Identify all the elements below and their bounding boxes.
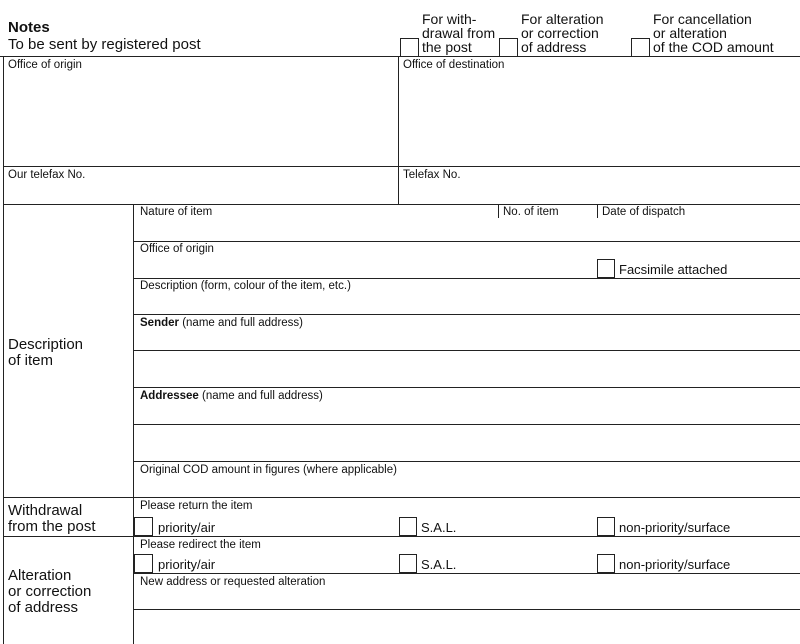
withdrawal-section-label-2: from the post [8, 518, 96, 535]
withdrawal-surface-checkbox[interactable] [597, 517, 615, 536]
withdrawal-instruction: Please return the item [140, 500, 253, 512]
option-cancellation-label-3: of the COD amount [653, 39, 774, 55]
description-office-origin-field[interactable] [134, 256, 594, 277]
description-office-origin-label: Office of origin [140, 243, 214, 255]
telefax-field[interactable] [399, 182, 799, 203]
option-alteration-label-1: For alteration [521, 11, 604, 27]
telefax-label: Telefax No. [403, 169, 461, 181]
cod-amount-field[interactable] [134, 477, 799, 496]
rule-redirect [133, 573, 800, 574]
sender-field[interactable] [134, 330, 799, 386]
nature-of-item-field[interactable] [134, 219, 498, 240]
option-withdrawal-label-1: For with- [422, 11, 477, 27]
rule-description-bottom [3, 497, 800, 498]
cancellation-checkbox[interactable] [631, 38, 650, 57]
withdrawal-priority-checkbox[interactable] [134, 517, 153, 536]
withdrawal-sal-checkbox[interactable] [399, 517, 417, 536]
rule-nature [133, 241, 800, 242]
withdrawal-priority-label: priority/air [158, 520, 216, 535]
facsimile-checkbox[interactable] [597, 259, 615, 278]
office-destination-label: Office of destination [403, 59, 505, 71]
office-destination-field[interactable] [399, 72, 799, 165]
withdrawal-checkbox[interactable] [400, 38, 419, 57]
option-alteration-label-2: or correction [521, 25, 599, 41]
form-subtitle: To be sent by registered post [8, 36, 201, 53]
rule-offices-bottom [3, 204, 800, 205]
alteration-priority-checkbox[interactable] [134, 554, 153, 573]
alteration-section-label-2: or correction [8, 583, 92, 600]
alteration-sal-checkbox[interactable] [399, 554, 417, 573]
alteration-priority-label: priority/air [158, 557, 216, 572]
option-withdrawal-label-2: drawal from [422, 25, 496, 41]
item-no-field[interactable] [499, 219, 596, 240]
sender-label-rest: (name and full address) [179, 317, 304, 329]
sender-label-bold: Sender [140, 317, 179, 329]
alteration-section-label-1: Alteration [8, 567, 72, 584]
rule-top [0, 56, 800, 57]
description-section-label-2: of item [8, 352, 54, 369]
new-address-field[interactable] [134, 589, 799, 643]
cod-amount-label: Original COD amount in figures (where applicable) [140, 464, 397, 476]
alteration-section-label-3: of address [8, 599, 79, 616]
rule-addressee-2 [133, 461, 800, 462]
addressee-label [140, 390, 323, 403]
addressee-label-rest: (name and full address) [198, 390, 323, 402]
new-address-label: New address or requested alteration [140, 576, 326, 588]
nature-of-item-label: Nature of item [140, 206, 213, 218]
rule-item-no [498, 204, 499, 218]
description-section-label-1: Description [8, 336, 84, 353]
withdrawal-section-label-1: Withdrawal [8, 502, 83, 519]
rule-office-origin [133, 278, 800, 279]
office-origin-label: Office of origin [8, 59, 82, 71]
office-origin-field[interactable] [4, 72, 397, 165]
withdrawal-sal-label: S.A.L. [421, 520, 457, 535]
facsimile-label: Facsimile attached [619, 262, 728, 277]
withdrawal-surface-label: non-priority/surface [619, 520, 731, 535]
alteration-checkbox[interactable] [499, 38, 518, 57]
rule-telefax [3, 166, 800, 167]
alteration-sal-label: S.A.L. [421, 557, 457, 572]
our-telefax-field[interactable] [4, 182, 397, 203]
form-title: Notes [8, 19, 50, 36]
desc-form-label: Description (form, colour of the item, etc.) [140, 280, 351, 292]
option-withdrawal-label-3: the post [422, 39, 472, 55]
alteration-surface-checkbox[interactable] [597, 554, 615, 573]
sender-label [140, 317, 303, 330]
option-alteration-label-3: of address [521, 39, 587, 55]
date-of-dispatch-field[interactable] [598, 219, 799, 240]
our-telefax-label: Our telefax No. [8, 169, 86, 181]
rule-withdrawal-bottom [3, 536, 800, 537]
rule-desc-form [133, 314, 800, 315]
item-no-label: No. of item [503, 206, 559, 218]
alteration-surface-label: non-priority/surface [619, 557, 731, 572]
option-cancellation-label-2: or alteration [653, 25, 727, 41]
rule-sender-2 [133, 387, 800, 388]
rule-date [597, 204, 598, 218]
alteration-instruction: Please redirect the item [140, 539, 261, 551]
addressee-field[interactable] [134, 403, 799, 460]
date-of-dispatch-label: Date of dispatch [602, 206, 686, 218]
addressee-label-bold: Addressee [140, 390, 199, 402]
desc-form-field[interactable] [134, 293, 799, 313]
option-cancellation-label-1: For cancellation [653, 11, 752, 27]
